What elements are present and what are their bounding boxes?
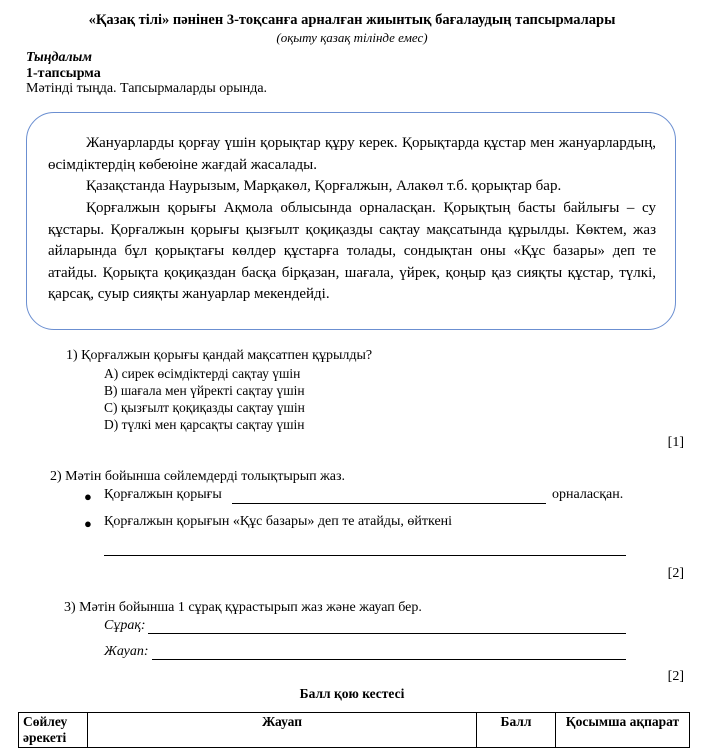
q2-bullet2: Қорғалжын қорығын «Құс базары» деп те атайды, өйткені <box>104 514 453 529</box>
task-instruction: Мәтінді тыңда. Тапсырмаларды орында. <box>26 81 268 96</box>
table-header-cell: Балл <box>477 713 556 748</box>
question-1: 1) Қорғалжын қорығы қандай мақсатпен құрылды? <box>66 348 373 363</box>
text-paragraph-2: Қазақстанда Наурызым, Марқакөл, Қорғалжын, Алакөл т.б. қорықтар бар. <box>86 178 562 194</box>
grading-table <box>18 712 690 748</box>
table-title: Балл қою кестесі <box>299 686 405 701</box>
question-2: 2) Мәтін бойынша сөйлемдерді толықтырып жаз. <box>50 469 346 484</box>
table-header-cell: Жауап <box>88 713 477 748</box>
q3-answer-label: Жауап: <box>104 644 149 659</box>
q2-bullet1-end: орналасқан. <box>552 487 624 502</box>
section-heading: Тыңдалым <box>26 50 92 65</box>
q1-option-d: D) түлкі мен қарсақты сақтау үшін <box>104 417 305 432</box>
q2-score: [2] <box>667 566 684 581</box>
q2-answer-line-2[interactable] <box>104 555 626 556</box>
table-header-cell: Сөйлеу әрекеті <box>19 713 88 748</box>
q3-answer-line[interactable] <box>152 659 626 660</box>
q1-option-c: C) қызғылт қоқиқазды сақтау үшін <box>104 400 305 415</box>
text-paragraph-1: Жануарларды қорғау үшін қорықтар құру керек. Қорықтарда құстар мен жануарлардың, өсімдіктердің көбеюіне жағдай жасалады. <box>48 135 656 173</box>
q3-question-label: Сұрақ: <box>104 618 146 633</box>
q3-question-line[interactable] <box>148 633 626 634</box>
q1-score: [1] <box>667 435 684 450</box>
table-header-row <box>19 713 690 748</box>
task-label: 1-тапсырма <box>26 66 101 81</box>
q3-score: [2] <box>667 669 684 684</box>
q2-answer-line-1[interactable] <box>232 503 546 504</box>
question-3: 3) Мәтін бойынша 1 сұрақ құрастырып жаз және жауап бер. <box>64 600 422 615</box>
bullet-dot: ● <box>84 489 92 504</box>
q1-option-a: A) сирек өсімдіктерді сақтау үшін <box>104 366 301 381</box>
text-paragraph-3: Қорғалжын қорығы Ақмола облысында орналасқан. Қорықтың басты байлығы – су құстары. Қорғалжын қорығы қызғылт қоқиқазды сақтау мақсатында құрылды. Көктем, жаз айларында бұл қорықтағы көлдер құстарға толады, сондықтан оны «Құс базары» деп те атайды. Қорықта қоқиқаздан басқа бірқазан, шағала, үйрек, қоңыр қаз сияқты құстар, түлкі, қарсақ, суыр сияқты жануарлар мекендейді. <box>48 200 656 302</box>
page-subtitle: (оқыту қазақ тілінде емес) <box>276 30 428 45</box>
page-title: «Қазақ тілі» пәнінен 3-тоқсанға арналған жиынтық бағалаудың тапсырмалары <box>88 12 616 28</box>
q1-option-b: B) шағала мен үйректі сақтау үшін <box>104 383 305 398</box>
bullet-dot: ● <box>84 516 92 531</box>
q2-bullet1-start: Қорғалжын қорығы <box>104 487 222 502</box>
table-header-cell: Қосымша ақпарат <box>556 713 690 748</box>
